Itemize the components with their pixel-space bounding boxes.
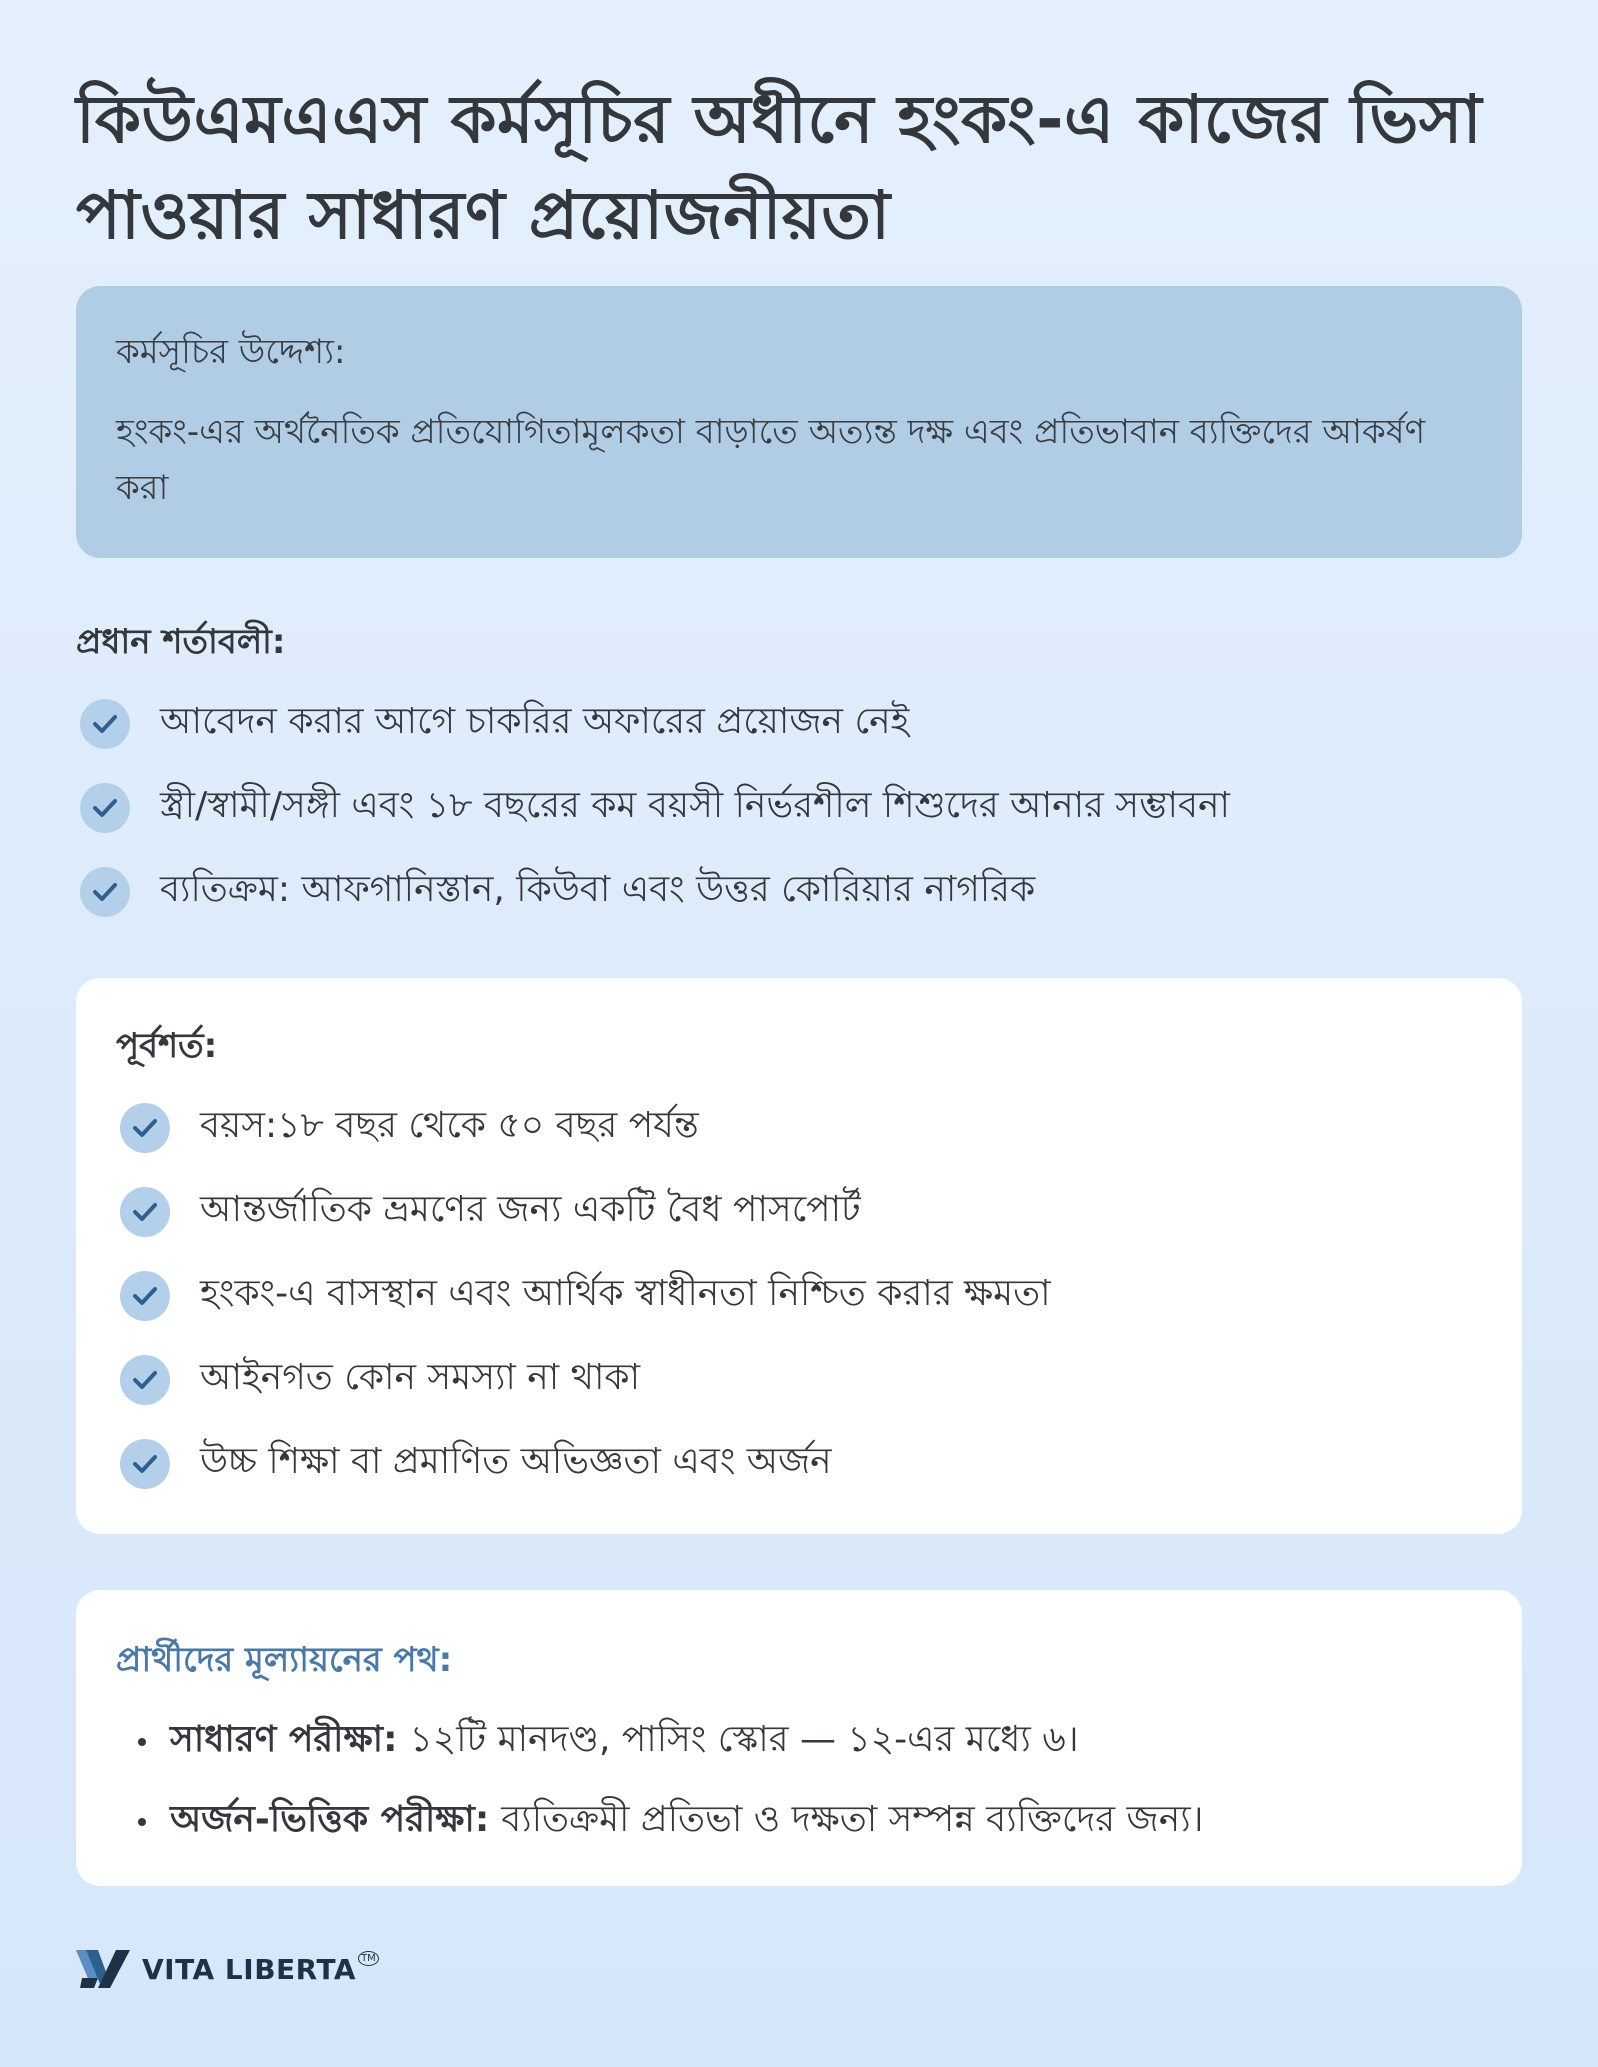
brand-logo (76, 1948, 379, 1990)
check-icon (120, 1355, 170, 1405)
list-item (80, 766, 1230, 850)
list-item-text: উচ্চ শিক্ষা বা প্রমাণিত অভিজ্ঞতা এবং অর্জন (200, 1441, 832, 1482)
list-item (120, 1086, 1051, 1170)
prerequisites-title: পূর্বশর্ত: (116, 1026, 218, 1066)
list-item (116, 1702, 1482, 1782)
check-icon (120, 1439, 170, 1489)
check-icon (80, 783, 130, 833)
check-icon (120, 1187, 170, 1237)
list-item (116, 1782, 1482, 1862)
brand-name: VITA LIBERTA (142, 1952, 357, 1986)
list-item (120, 1338, 1051, 1422)
bullet-icon (138, 1818, 146, 1826)
page-title: কিউএমএএস কর্মসূচির অধীনে হংকং-এ কাজের ভিসা পাওয়ার সাধারণ প্রয়োজনীয়তা (76, 81, 1483, 254)
list-item-text: হংকং-এ বাসস্থান এবং আর্থিক স্বাধীনতা নিশ্চিত করার ক্ষমতা (200, 1273, 1051, 1314)
evaluation-item-label: অর্জন-ভিত্তিক পরীক্ষা: (170, 1799, 490, 1840)
list-item-text: আবেদন করার আগে চাকরির অফারের প্রয়োজন নেই (160, 701, 910, 742)
evaluation-list (116, 1702, 1482, 1862)
evaluation-item-text: ১২টি মানদণ্ড, পাসিং স্কোর — ১২-এর মধ্যে ৬। (409, 1719, 1079, 1760)
list-item (80, 850, 1230, 934)
check-icon (80, 867, 130, 917)
list-item-text: বয়স:১৮ বছর থেকে ৫০ বছর পর্যন্ত (200, 1105, 699, 1146)
list-item-text: স্ত্রী/স্বামী/সঙ্গী এবং ১৮ বছরের কম বয়সী নির্ভরশীল শিশুদের আনার সম্ভাবনা (160, 785, 1230, 826)
objective-box (76, 286, 1522, 558)
evaluation-card (76, 1590, 1522, 1886)
list-item (120, 1422, 1051, 1506)
list-item (120, 1254, 1051, 1338)
main-conditions-title: প্রধান শর্তাবলী: (76, 622, 286, 662)
prerequisites-list (120, 1086, 1051, 1506)
vita-liberta-logo-mark-icon (76, 1948, 132, 1990)
evaluation-item-label: সাধারণ পরীক্ষা: (170, 1719, 398, 1760)
trademark-badge: TM (358, 1951, 379, 1966)
check-icon (120, 1271, 170, 1321)
objective-text: হংকং-এর অর্থনৈতিক প্রতিযোগিতামূলকতা বাড়াতে অত্যন্ত দক্ষ এবং প্রতিভাবান ব্যক্তিদের আকর্ষণ করা (116, 412, 1426, 508)
objective-label: কর্মসূচির উদ্দেশ্য: (116, 332, 346, 372)
prerequisites-card (76, 978, 1522, 1534)
list-item (80, 682, 1230, 766)
list-item (120, 1170, 1051, 1254)
list-item-text: আন্তর্জাতিক ভ্রমণের জন্য একটি বৈধ পাসপোর্ট (200, 1189, 861, 1230)
evaluation-title: প্রার্থীদের মূল্যায়নের পথ: (116, 1640, 453, 1680)
check-icon (80, 699, 130, 749)
list-item-text: আইনগত কোন সমস্যা না থাকা (200, 1357, 641, 1398)
main-conditions-list (80, 682, 1230, 934)
list-item-text: ব্যতিক্রম: আফগানিস্তান, কিউবা এবং উত্তর কোরিয়ার নাগরিক (160, 869, 1036, 910)
bullet-icon (138, 1738, 146, 1746)
evaluation-item-text: ব্যতিক্রমী প্রতিভা ও দক্ষতা সম্পন্ন ব্যক্তিদের জন্য। (501, 1799, 1204, 1840)
check-icon (120, 1103, 170, 1153)
